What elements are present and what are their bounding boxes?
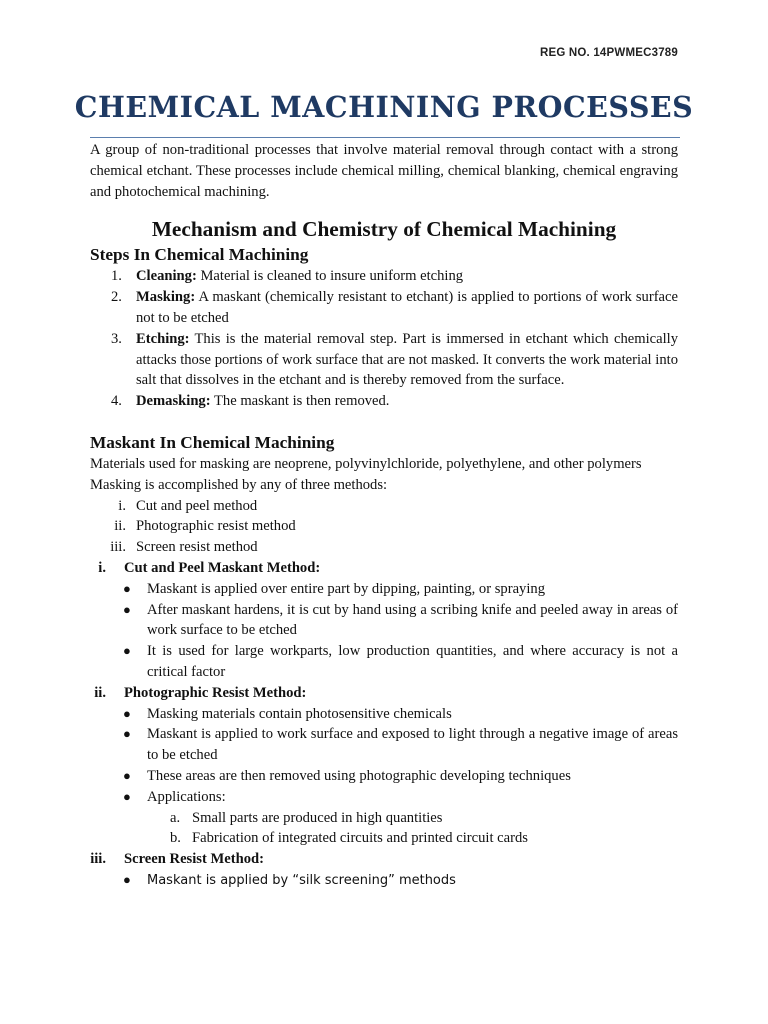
bullet-icon: ● <box>123 726 131 742</box>
bullet-icon: ● <box>123 643 131 659</box>
bullet-text: Masking materials contain photosensitive chemicals <box>147 705 452 722</box>
cut-peel-heading <box>90 558 678 579</box>
screen-resist-bullets <box>90 870 678 892</box>
maskant-materials-line: Materials used for masking are neoprene, polyvinylchloride, polyethylene, and other polymers <box>90 455 642 472</box>
bullet-icon: ● <box>123 705 131 721</box>
intro-paragraph: A group of non-traditional processes that involve material removal through contact with a strong chemical etchant. These processes include chemical milling, chemical blanking, chemical engraving and photochemical machining. <box>90 142 678 200</box>
method-label: Cut and peel method <box>136 497 258 514</box>
roman-numeral: ii. <box>94 684 106 701</box>
applications-list <box>90 808 678 850</box>
list-number: 4. <box>111 393 122 410</box>
alpha-marker: a. <box>170 809 181 826</box>
list-item <box>90 808 678 829</box>
method-heading-text: Photographic Resist Method: <box>124 684 307 701</box>
list-item <box>90 766 678 787</box>
application-text: Small parts are produced in high quantities <box>192 809 443 826</box>
cut-peel-bullets <box>90 579 678 683</box>
step-term: Etching: <box>136 330 190 347</box>
mechanism-heading: Mechanism and Chemistry of Chemical Machining <box>151 217 617 242</box>
screen-resist-heading <box>90 849 678 870</box>
maskant-methods-list <box>90 496 678 558</box>
step-term: Cleaning: <box>136 268 197 285</box>
step-text: A maskant (chemically resistant to etchant) is applied to portions of work surface not to be etched <box>136 289 678 326</box>
step-text: This is the material removal step. Part is immersed in etchant which chemically attacks those portions of work surface that are not masked. It converts the work material into salt that dissolves in the etchant and is thereby removed from the surface. <box>136 330 678 389</box>
bullet-icon: ● <box>123 871 131 887</box>
bullet-icon: ● <box>123 601 131 617</box>
list-item <box>90 287 678 329</box>
step-term: Masking: <box>136 289 196 306</box>
alpha-marker: b. <box>170 830 181 847</box>
method-label: Screen resist method <box>136 539 258 556</box>
bullet-text: Maskant is applied over entire part by dipping, painting, or spraying <box>147 580 546 597</box>
step-text: The maskant is then removed. <box>210 393 390 410</box>
registration-number: REG NO. 14PWMEC3789 <box>539 47 678 59</box>
page-title: CHEMICAL MACHINING PROCESSES <box>74 90 694 124</box>
title-underline <box>90 137 680 138</box>
step-term: Demasking: <box>136 393 211 410</box>
list-item <box>90 516 678 537</box>
list-item <box>90 870 678 892</box>
bullet-text: Maskant is applied to work surface and exposed to light through a negative image of areas to be etched <box>147 726 678 764</box>
maskant-methods-intro: Masking is accomplished by any of three methods: <box>90 476 388 493</box>
application-text: Fabrication of integrated circuits and printed circuit cards <box>192 830 528 847</box>
list-item <box>90 641 678 683</box>
bullet-icon: ● <box>123 788 131 804</box>
list-item <box>90 537 678 558</box>
list-number: 1. <box>111 268 122 285</box>
bullet-text: These areas are then removed using photographic developing techniques <box>147 767 571 784</box>
bullet-text: It is used for large workparts, low production quantities, and where accuracy is not a critical factor <box>147 643 678 680</box>
list-item <box>90 704 678 725</box>
bullet-text: Maskant is applied by “silk screening” methods <box>147 872 456 888</box>
roman-numeral: i. <box>118 497 126 514</box>
bullet-text: After maskant hardens, it is cut by hand using a scribing knife and peeled away in areas of work surface to be etched <box>147 601 678 639</box>
maskant-heading: Maskant In Chemical Machining <box>90 432 335 452</box>
list-item <box>90 391 678 412</box>
roman-numeral: iii. <box>110 539 126 556</box>
method-heading-text: Cut and Peel Maskant Method: <box>124 559 321 576</box>
method-heading-text: Screen Resist Method: <box>124 851 264 868</box>
list-item <box>90 266 678 287</box>
list-item <box>90 724 678 766</box>
list-item <box>90 600 678 642</box>
bullet-icon: ● <box>123 580 131 596</box>
roman-numeral: i. <box>98 559 106 576</box>
list-number: 2. <box>111 289 122 306</box>
list-item <box>90 579 678 600</box>
roman-numeral: iii. <box>90 851 106 868</box>
list-item <box>90 787 678 808</box>
bullet-text: Applications: <box>147 788 226 805</box>
bullet-icon: ● <box>123 767 131 783</box>
steps-heading: Steps In Chemical Machining <box>90 245 309 265</box>
list-number: 3. <box>111 330 122 347</box>
method-label: Photographic resist method <box>136 518 296 535</box>
document-body <box>90 140 678 892</box>
list-item <box>90 828 678 849</box>
list-item <box>90 329 678 391</box>
photographic-resist-heading <box>90 683 678 704</box>
list-item <box>90 496 678 517</box>
step-text: Material is cleaned to insure uniform etching <box>196 268 464 285</box>
steps-list <box>90 266 678 412</box>
roman-numeral: ii. <box>114 518 126 535</box>
photographic-resist-bullets <box>90 704 678 808</box>
